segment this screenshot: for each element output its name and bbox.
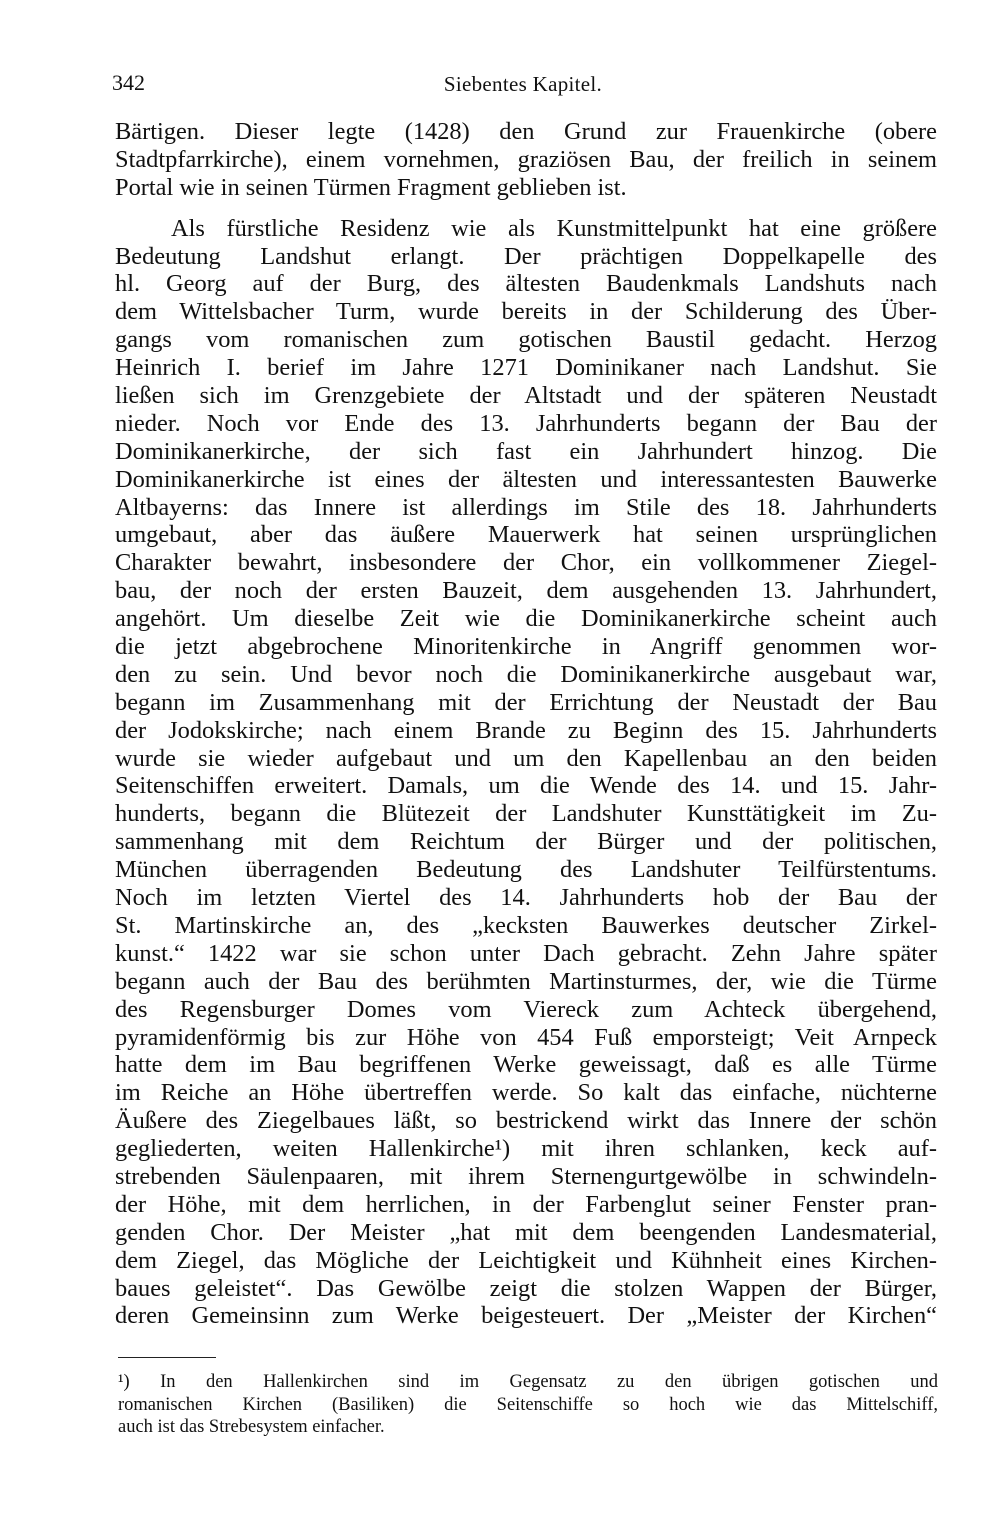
body-text [115, 118, 937, 1330]
text-line: pyramidenförmig bis zur Höhe von 454 Fuß emporsteigt; Veit Arnpeck [115, 1023, 937, 1051]
text-line: sammenhang mit dem Reichtum der Bürger und der politischen, [115, 828, 937, 856]
text-line: München überragenden Bedeutung des Landshuter Teilfürstentums. [115, 856, 937, 884]
text-line: der Höhe, mit dem herrlichen, in der Farbenglut seiner Fenster pran- [115, 1190, 937, 1218]
text-line: dem Ziegel, das Mögliche der Leichtigkeit und Kühnheit eines Kirchen- [115, 1246, 937, 1274]
text-line: angehört. Um dieselbe Zeit wie die Dominikanerkirche scheint auch [115, 605, 937, 633]
text-line: umgebaut, aber das äußere Mauerwerk hat seinen ursprünglichen [115, 521, 937, 549]
text-line: strebenden Säulenpaaren, mit ihrem Sternengurtgewölbe in schwindeln- [115, 1162, 937, 1190]
footnote-line: romanischen Kirchen (Basiliken) die Seitenschiffe so hoch wie das Mittelschiff, [118, 1394, 938, 1415]
text-line: dem Wittelsbacher Turm, wurde bereits in der Schilderung des Über- [115, 298, 937, 326]
text-line: St. Martinskirche an, des „kecksten Bauwerkes deutscher Zirkel- [115, 911, 937, 939]
text-line: Bärtigen. Dieser legte (1428) den Grund zur Frauenkirche (obere [115, 118, 937, 145]
text-line: wurde sie wieder aufgebaut und um den Kapellenbau an den beiden [115, 744, 937, 772]
text-line: gegliederten, weiten Hallenkirche¹) mit ihren schlanken, keck auf- [115, 1135, 937, 1163]
text-line: Portal wie in seinen Türmen Fragment geblieben ist. [115, 173, 627, 201]
text-line: den zu sein. Und bevor noch die Dominikanerkirche ausgebaut war, [115, 660, 937, 688]
text-line: kunst.“ 1422 war sie schon unter Dach gebracht. Zehn Jahre später [115, 939, 937, 967]
paragraph-1 [115, 118, 937, 202]
text-line: bau, der noch der ersten Bauzeit, dem ausgehenden 13. Jahrhundert, [115, 577, 937, 605]
text-line: nieder. Noch vor Ende des 13. Jahrhunderts begann der Bau der [115, 409, 937, 437]
text-line: begann auch der Bau des berühmten Martinsturmes, der, wie die Türme [115, 967, 937, 995]
text-line: Als fürstliche Residenz wie als Kunstmittelpunkt hat eine größere [171, 214, 937, 242]
text-line: Bedeutung Landshut erlangt. Der prächtigen Doppelkapelle des [115, 242, 937, 270]
text-line: begann im Zusammenhang mit der Errichtung der Neustadt der Bau [115, 688, 937, 716]
text-line: ließen sich im Grenzgebiete der Altstadt und der späteren Neustadt [115, 382, 937, 410]
text-line: der Jodokskirche; nach einem Brande zu Beginn des 15. Jahrhunderts [115, 716, 937, 744]
text-line: die jetzt abgebrochene Minoritenkirche in Angriff genommen wor- [115, 633, 937, 661]
text-line: genden Chor. Der Meister „hat mit dem beengenden Landesmaterial, [115, 1218, 937, 1246]
text-line: Dominikanerkirche, der sich fast ein Jahrhundert hinzog. Die [115, 437, 937, 465]
text-line: hunderts, begann die Blütezeit der Landshuter Kunsttätigkeit im Zu- [115, 800, 937, 828]
text-line: Heinrich I. berief im Jahre 1271 Dominikaner nach Landshut. Sie [115, 354, 937, 382]
text-line: gangs vom romanischen zum gotischen Baustil gedacht. Herzog [115, 326, 937, 354]
text-line: Noch im letzten Viertel des 14. Jahrhunderts hob der Bau der [115, 884, 937, 912]
text-line: im Reiche an Höhe übertreffen werde. So kalt das einfache, nüchterne [115, 1079, 937, 1107]
footnote-line: ¹) In den Hallenkirchen sind im Gegensatz zu den übrigen gotischen und [118, 1372, 938, 1392]
text-line: des Regensburger Domes vom Viereck zum Achteck übergehend, [115, 995, 937, 1023]
text-line: Altbayerns: das Innere ist allerdings im Stile des 18. Jahrhunderts [115, 493, 937, 521]
text-line: hl. Georg auf der Burg, des ältesten Baudenkmals Landshuts nach [115, 270, 937, 298]
text-line: deren Gemeinsinn zum Werke beigesteuert. Der „Meister der Kirchen“ [115, 1302, 937, 1330]
footnote [118, 1371, 938, 1439]
text-line: Äußere des Ziegelbaues läßt, so bestrickend wirkt das Innere der schön [115, 1107, 937, 1135]
text-line: Stadtpfarrkirche), einem vornehmen, graziösen Bau, der freilich in seinem [115, 145, 937, 173]
running-head: Siebentes Kapitel. [443, 72, 603, 96]
text-line: hatte dem im Bau begriffenen Werke geweissagt, daß es alle Türme [115, 1051, 937, 1079]
footnote-divider [118, 1357, 216, 1358]
text-line: Dominikanerkirche ist eines der ältesten und interessantesten Bauwerke [115, 465, 937, 493]
text-line: Charakter bewahrt, insbesondere der Chor, ein vollkommener Ziegel- [115, 549, 937, 577]
page-number: 342 [112, 70, 145, 95]
footnote-line: auch ist das Strebesystem einfacher. [118, 1417, 385, 1438]
text-line: Seitenschiffen erweitert. Damals, um die Wende des 14. und 15. Jahr- [115, 772, 937, 800]
paragraph-2 [115, 215, 937, 1331]
text-line: baues geleistet“. Das Gewölbe zeigt die stolzen Wappen der Bürger, [115, 1274, 937, 1302]
page-header [112, 70, 934, 102]
